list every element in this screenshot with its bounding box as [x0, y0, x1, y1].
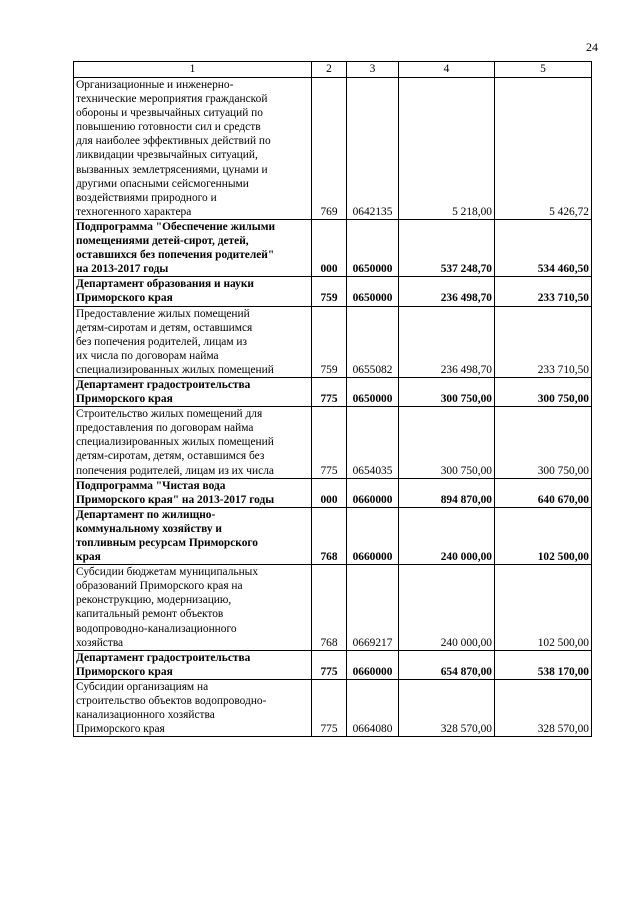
- row-dept-code-cell: 000: [312, 219, 347, 276]
- column-header: 1: [74, 62, 312, 78]
- row-dept-code-cell: 769: [312, 78, 347, 220]
- table-row: [74, 650, 592, 679]
- row-amount-col5-cell: 233 710,50: [495, 277, 592, 306]
- row-amount-col4-cell: 240 000,00: [399, 565, 495, 651]
- row-amount-col4-cell: 300 750,00: [399, 377, 495, 406]
- row-target-code-cell: 0660000: [347, 478, 399, 507]
- row-amount-col5-cell: 534 460,50: [495, 219, 592, 276]
- row-amount-col4-cell: 5 218,00: [399, 78, 495, 220]
- table-row: [74, 277, 592, 306]
- row-amount-col5-cell: 300 750,00: [495, 407, 592, 478]
- table-row: [74, 219, 592, 276]
- row-name-cell: Департамент образования и науки Приморского края: [74, 277, 312, 306]
- row-target-code-cell: 0654035: [347, 407, 399, 478]
- row-target-code-cell: 0660000: [347, 507, 399, 564]
- row-amount-col4-cell: 654 870,00: [399, 650, 495, 679]
- table-row: [74, 507, 592, 564]
- row-target-code-cell: 0669217: [347, 565, 399, 651]
- column-header: 2: [312, 62, 347, 78]
- row-name-cell: Субсидии организациям на строительство объектов водопроводно- канализационного хозяйства Приморского края: [74, 679, 312, 736]
- table-row: [74, 679, 592, 736]
- row-amount-col5-cell: 233 710,50: [495, 306, 592, 377]
- row-dept-code-cell: 775: [312, 377, 347, 406]
- row-name-cell: Субсидии бюджетам муниципальных образований Приморского края на реконструкцию, модернизацию, капитальный ремонт объектов водопроводно-канализационного хозяйства: [74, 565, 312, 651]
- column-header: 4: [399, 62, 495, 78]
- row-amount-col4-cell: 236 498,70: [399, 277, 495, 306]
- row-name-cell: Предоставление жилых помещений детям-сиротам и детям, оставшимся без попечения родителей, лицам из их числа по договорам найма специализированных жилых помещений: [74, 306, 312, 377]
- row-name-cell: Строительство жилых помещений для предоставления по договорам найма специализированных жилых помещений детям-сиротам, детям, оставшимся без попечения родителей, лицам из их числа: [74, 407, 312, 478]
- row-name-cell: Подпрограмма "Обеспечение жилыми помещениями детей-сирот, детей, оставшихся без попечения родителей" на 2013-2017 годы: [74, 219, 312, 276]
- row-amount-col4-cell: 894 870,00: [399, 478, 495, 507]
- row-target-code-cell: 0660000: [347, 650, 399, 679]
- row-target-code-cell: 0655082: [347, 306, 399, 377]
- row-name-cell: Департамент градостроительства Приморского края: [74, 377, 312, 406]
- row-amount-col5-cell: 102 500,00: [495, 565, 592, 651]
- row-amount-col4-cell: 328 570,00: [399, 679, 495, 736]
- row-amount-col5-cell: 640 670,00: [495, 478, 592, 507]
- row-amount-col4-cell: 240 000,00: [399, 507, 495, 564]
- table-row: [74, 306, 592, 377]
- row-name-cell: Подпрограмма "Чистая вода Приморского края" на 2013-2017 годы: [74, 478, 312, 507]
- row-dept-code-cell: 775: [312, 679, 347, 736]
- table-row: [74, 78, 592, 220]
- row-amount-col5-cell: 5 426,72: [495, 78, 592, 220]
- row-name-cell: Организационные и инженерно- технические мероприятия гражданской обороны и чрезвычайных ситуаций по повышению готовности сил и средств для наиболее эффективных действий по ликвидации чрезвычайных ситуаций, вызванных землетрясениями, цунами и другими опасными сейсмогенными воздействиями природного и техногенного характера: [74, 78, 312, 220]
- row-amount-col5-cell: 538 170,00: [495, 650, 592, 679]
- row-target-code-cell: 0664080: [347, 679, 399, 736]
- row-dept-code-cell: 775: [312, 650, 347, 679]
- row-dept-code-cell: 768: [312, 565, 347, 651]
- row-dept-code-cell: 759: [312, 277, 347, 306]
- row-amount-col5-cell: 300 750,00: [495, 377, 592, 406]
- row-amount-col5-cell: 102 500,00: [495, 507, 592, 564]
- budget-table: [73, 61, 592, 737]
- row-amount-col5-cell: 328 570,00: [495, 679, 592, 736]
- table-row: [74, 478, 592, 507]
- row-amount-col4-cell: 300 750,00: [399, 407, 495, 478]
- row-dept-code-cell: 759: [312, 306, 347, 377]
- table-row: [74, 407, 592, 478]
- row-target-code-cell: 0650000: [347, 377, 399, 406]
- row-name-cell: Департамент по жилищно- коммунальному хозяйству и топливным ресурсам Приморского края: [74, 507, 312, 564]
- row-dept-code-cell: 775: [312, 407, 347, 478]
- table-row: [74, 565, 592, 651]
- row-dept-code-cell: 000: [312, 478, 347, 507]
- row-amount-col4-cell: 236 498,70: [399, 306, 495, 377]
- row-target-code-cell: 0642135: [347, 78, 399, 220]
- table-row: [74, 377, 592, 406]
- row-amount-col4-cell: 537 248,70: [399, 219, 495, 276]
- row-target-code-cell: 0650000: [347, 277, 399, 306]
- column-header: 5: [495, 62, 592, 78]
- page-number: 24: [586, 40, 598, 54]
- row-dept-code-cell: 768: [312, 507, 347, 564]
- row-name-cell: Департамент градостроительства Приморского края: [74, 650, 312, 679]
- row-target-code-cell: 0650000: [347, 219, 399, 276]
- column-header: 3: [347, 62, 399, 78]
- header-row: [74, 62, 592, 78]
